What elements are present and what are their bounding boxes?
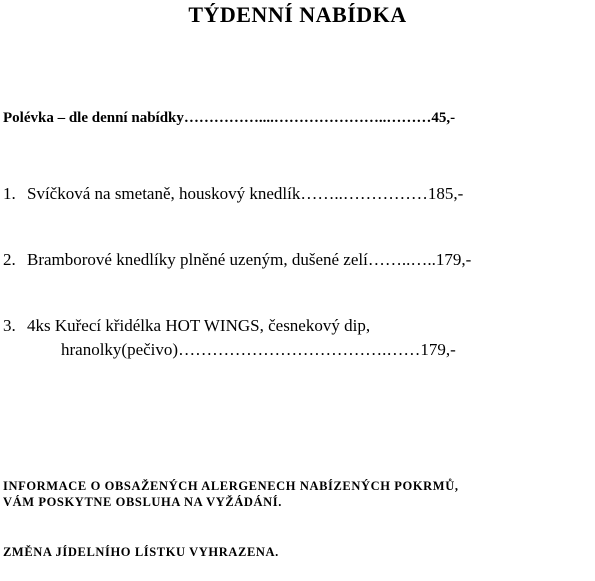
- menu-item-1: [3, 184, 463, 204]
- menu-item-name-line2: hranolky(pečivo): [61, 340, 179, 359]
- menu-item-3-continuation: [61, 340, 456, 360]
- menu-item-dot-leader: ……..…..: [367, 250, 436, 269]
- menu-item-number: 2.: [3, 250, 16, 269]
- menu-item-number: 1.: [3, 184, 16, 203]
- allergen-info-line-1: INFORMACE O OBSAŽENÝCH ALERGENECH NABÍZENÝCH POKRMŮ,: [3, 479, 459, 493]
- menu-item-price: 185,-: [427, 184, 464, 203]
- menu-change-note: ZMĚNA JÍDELNÍHO LÍSTKU VYHRAZENA.: [3, 545, 279, 559]
- menu-item-name: Bramborové knedlíky plněné uzeným, dušené zelí: [27, 250, 368, 269]
- menu-item-dot-leader: ……………………………….……: [178, 340, 421, 359]
- soup-price: 45,-: [431, 110, 456, 126]
- soup-line: [3, 110, 455, 127]
- page-title: TÝDENNÍ NABÍDKA: [188, 2, 407, 27]
- allergen-info-line-2: VÁM POSKYTNE OBSLUHA NA VYŽÁDÁNÍ.: [3, 495, 282, 509]
- menu-item-name: Svíčková na smetaně, houskový knedlík: [27, 184, 301, 203]
- menu-item-2: [3, 250, 471, 270]
- menu-item-price: 179,-: [435, 250, 472, 269]
- menu-item-price: 179,-: [420, 340, 456, 359]
- menu-item-name: 4ks Kuřecí křidélka HOT WINGS, česnekový dip,: [27, 316, 371, 335]
- soup-dot-leader: ……………....…………………..………: [183, 110, 432, 126]
- menu-item-3: [3, 316, 370, 336]
- soup-name: Polévka – dle denní nabídky: [3, 110, 184, 126]
- menu-item-number: 3.: [3, 316, 16, 335]
- menu-item-dot-leader: ……..……………: [300, 184, 428, 203]
